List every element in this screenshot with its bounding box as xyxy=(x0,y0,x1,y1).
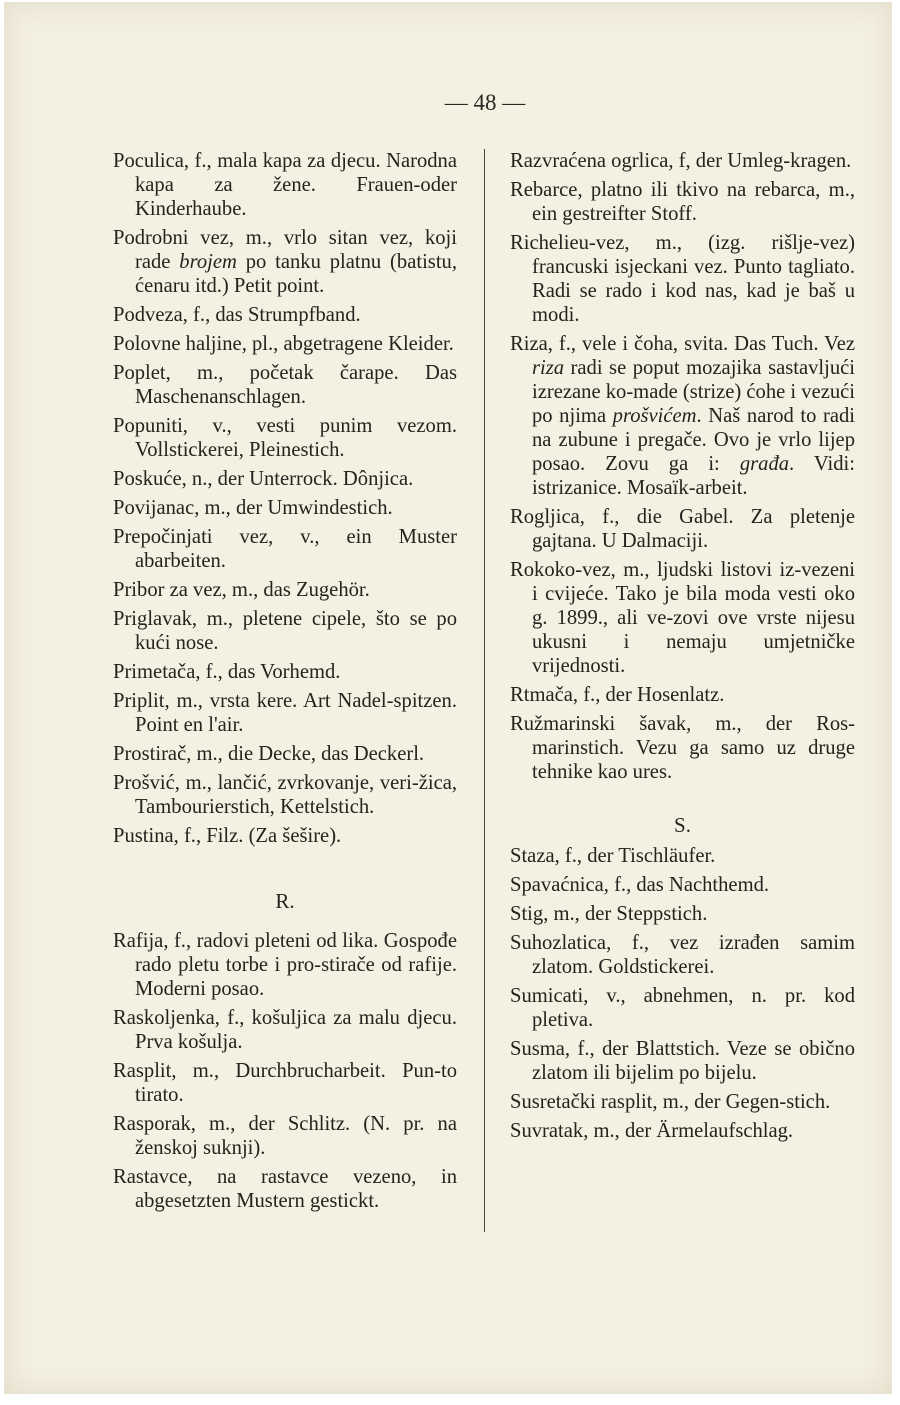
dictionary-entry: Razvraćena ogrlica, f, der Umleg-kragen. xyxy=(510,150,852,172)
dictionary-entry: Susretački rasplit, m., der Gegen-stich. xyxy=(510,1091,831,1113)
dictionary-entry: Polovne haljine, pl., abgetragene Kleider. xyxy=(113,333,454,355)
dictionary-entry: Rastavce, na rastavce vezeno, in abgesetzten Mustern gestickt. xyxy=(113,1166,457,1212)
section-letter-r: R. xyxy=(275,889,295,913)
dictionary-entry: Riza, f., vele i čoha, svita. Das Tuch. Vez riza radi se poput mozajika sastavljući izrezane ko-made (strize) ćohe i vezući po njima prošvićem. Naš narod to radi na zubune i pregače. Ovo je vrlo lijep posao. Zovu ga i: građa. Vidi: istrizanice. Mosaïk-arbeit. xyxy=(510,333,856,499)
dictionary-entry: Rebarce, platno ili tkivo na rebarca, m., ein gestreifter Stoff. xyxy=(510,179,855,225)
dictionary-entry: Povijanac, m., der Umwindestich. xyxy=(113,497,393,519)
dictionary-entry: Priplit, m., vrsta kere. Art Nadel-spitzen. Point en l'air. xyxy=(113,690,457,736)
dictionary-entry: Rogljica, f., die Gabel. Za pletenje gajtana. U Dalmaciji. xyxy=(510,506,855,552)
page-number: — 48 — xyxy=(444,90,526,115)
section-letter-s: S. xyxy=(674,813,691,837)
left-column xyxy=(113,149,457,1218)
entries-p-list xyxy=(113,149,457,848)
entries-r-list xyxy=(113,929,457,1213)
dictionary-entry: Rtmača, f., der Hosenlatz. xyxy=(510,684,725,706)
dictionary-entry: Richelieu-vez, m., (izg. rišlje-vez) francuski isjeckani vez. Punto tagliato. Radi se rado i kod nas, kad je baš u modi. xyxy=(510,232,855,326)
dictionary-entry: Suhozlatica, f., vez izrađen samim zlatom. Goldstickerei. xyxy=(510,932,855,978)
column-divider xyxy=(484,149,485,1232)
dictionary-entry: Prostirač, m., die Decke, das Deckerl. xyxy=(113,743,425,765)
dictionary-entry: Pustina, f., Filz. (Za šešire). xyxy=(113,825,342,847)
dictionary-entry: Priglavak, m., pletene cipele, što se po kući nose. xyxy=(113,608,457,654)
dictionary-entry: Spavaćnica, f., das Nachthemd. xyxy=(510,874,770,896)
dictionary-entry: Rokoko-vez, m., ljudski listovi iz-vezeni i cvijeće. Tako je bila moda vesti oko g. 1899., ali ve-zovi ove vrste nijesu ukusni i nemaju umjetničke vrijednosti. xyxy=(510,559,855,677)
book-page xyxy=(4,2,892,1394)
entries-s-list xyxy=(510,844,855,1143)
dictionary-entry: Primetača, f., das Vorhemd. xyxy=(113,661,341,683)
right-column xyxy=(510,149,855,1148)
dictionary-entry: Sumicati, v., abnehmen, n. pr. kod pletiva. xyxy=(510,985,855,1031)
dictionary-entry: Raskoljenka, f., košuljica za malu djecu. Prva košulja. xyxy=(113,1007,457,1053)
dictionary-entry: Pribor za vez, m., das Zugehör. xyxy=(113,579,370,601)
dictionary-entry: Stig, m., der Steppstich. xyxy=(510,903,708,925)
dictionary-entry: Poskuće, n., der Unterrock. Dônjica. xyxy=(113,468,414,490)
dictionary-entry: Popuniti, v., vesti punim vezom. Vollstickerei, Pleinestich. xyxy=(113,415,457,461)
dictionary-entry: Prepočinjati vez, v., ein Muster abarbeiten. xyxy=(113,526,457,572)
dictionary-entry: Ružmarinski šavak, m., der Ros-marinstich. Vezu ga samo uz druge tehnike kao ures. xyxy=(510,713,855,783)
dictionary-entry: Podveza, f., das Strumpfband. xyxy=(113,304,361,326)
dictionary-entry: Podrobni vez, m., vrlo sitan vez, koji rade brojem po tanku platnu (batistu, ćenaru itd.) Petit point. xyxy=(113,227,457,297)
dictionary-entry: Rasplit, m., Durchbrucharbeit. Pun-to tirato. xyxy=(113,1060,457,1106)
dictionary-entry: Prošvić, m., lančić, zvrkovanje, veri-žica, Tambourierstich, Kettelstich. xyxy=(113,772,457,818)
dictionary-entry: Rasporak, m., der Schlitz. (N. pr. na ženskoj suknji). xyxy=(113,1113,457,1159)
dictionary-entry: Suvratak, m., der Ärmelaufschlag. xyxy=(510,1120,794,1142)
dictionary-entry: Susma, f., der Blattstich. Veze se obično zlatom ili bijelim po bijelu. xyxy=(510,1038,855,1084)
dictionary-entry: Poculica, f., mala kapa za djecu. Narodna kapa za žene. Frauen-oder Kinderhaube. xyxy=(113,150,457,220)
entries-r-continued-list xyxy=(510,149,855,784)
dictionary-entry: Poplet, m., početak čarape. Das Maschenanschlagen. xyxy=(113,362,457,408)
dictionary-entry: Staza, f., der Tischläufer. xyxy=(510,845,716,867)
dictionary-entry: Rafija, f., radovi pleteni od lika. Gospođe rado pletu torbe i pro-stirače od rafije. Moderni posao. xyxy=(113,930,457,1000)
